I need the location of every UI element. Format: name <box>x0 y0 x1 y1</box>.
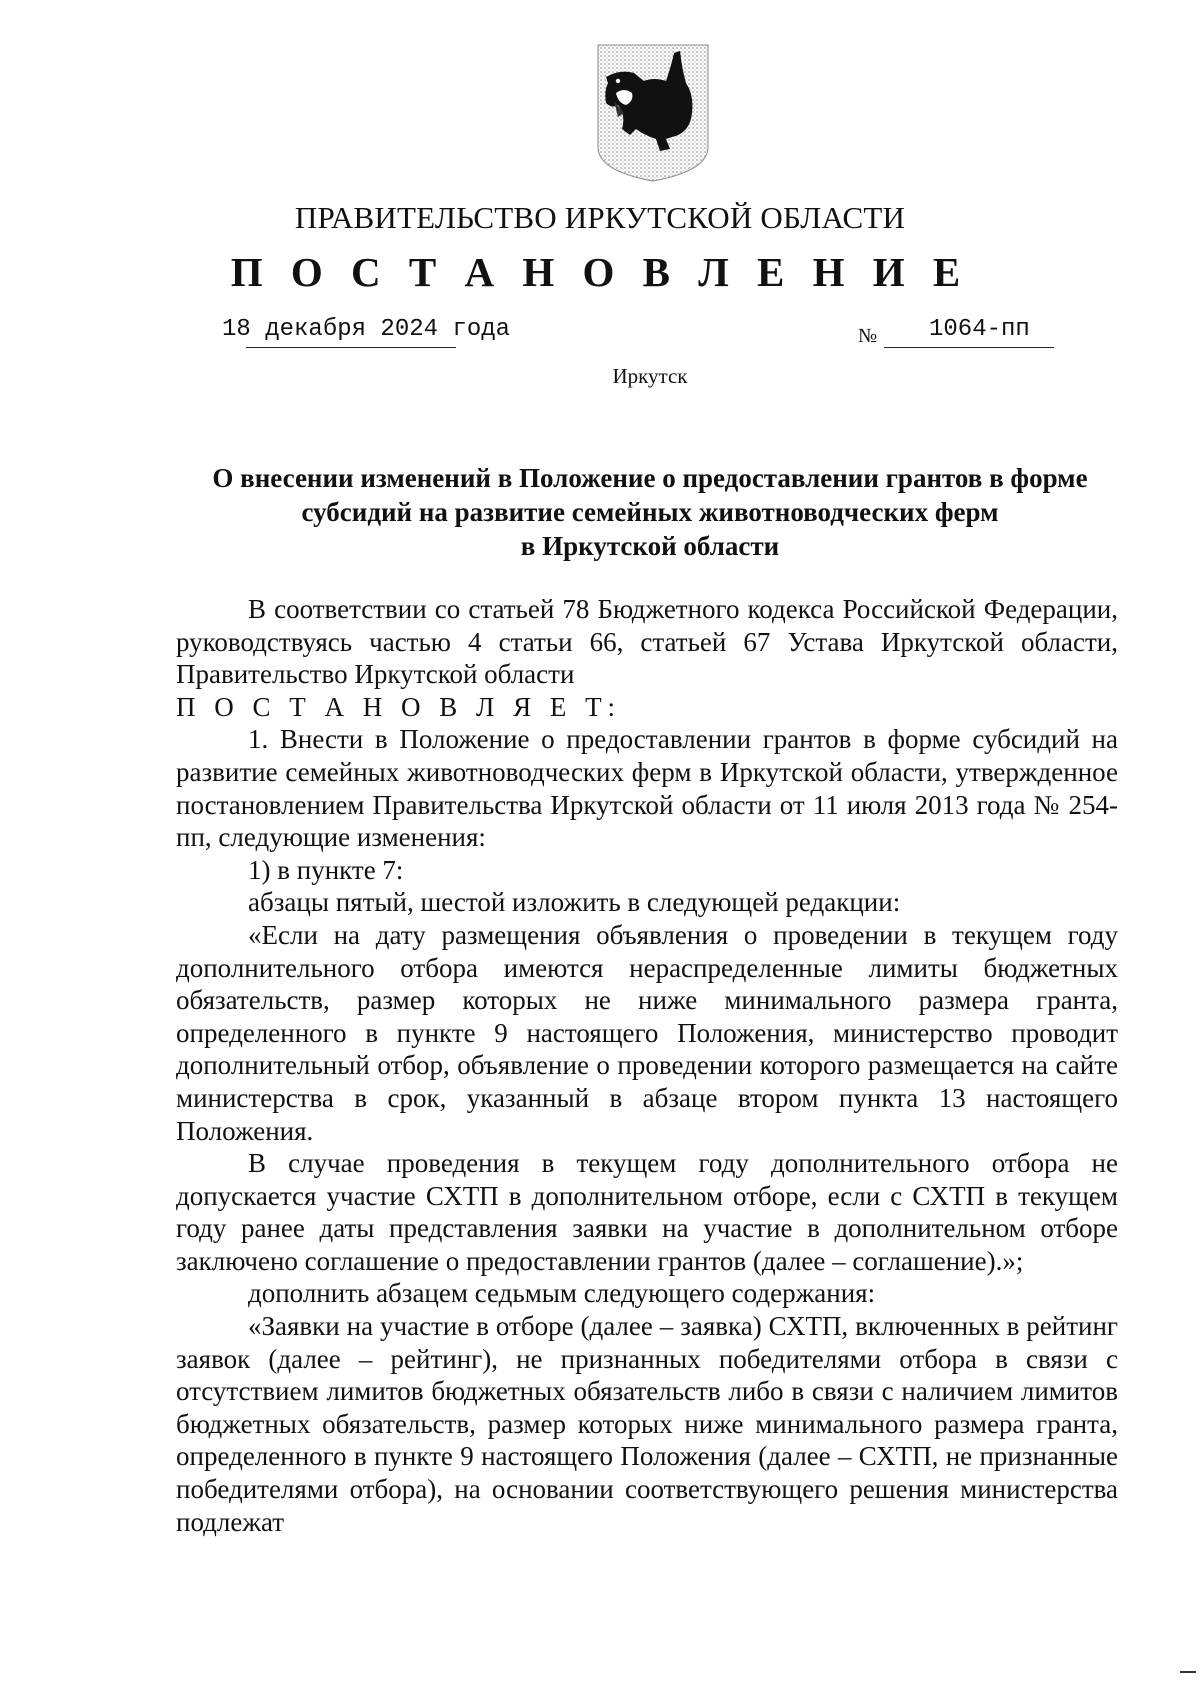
page-edge-mark <box>1180 1671 1196 1673</box>
document-type: П О С Т А Н О В Л Е Н И Е <box>230 249 970 295</box>
document-date: 18 декабря 2024 года <box>222 316 511 343</box>
resolves-word: П О С Т А Н О В Л Я Е Т: <box>176 691 622 722</box>
title-line: в Иркутской области <box>520 531 780 561</box>
document-body <box>176 593 1118 1538</box>
item-paragraph: 1. Внести в Положение о предоставлении грантов в форме субсидий на развитие семейных животноводческих ферм в Иркутской области, утвержденное постановлением Правительства Иркутской области от 11 июля 2013 года № 254-пп, следующие изменения: <box>176 724 1118 853</box>
intro-paragraph: дополнить абзацем седьмым следующего содержания: <box>248 1278 876 1309</box>
quoted-paragraph: В случае проведения в текущем году дополнительного отбора не допускается участие СХТП в дополнительном отборе, если с СХТП в текущем году ранее даты представления заявки на участие в дополнительном отборе заключено соглашение о предоставлении грантов (далее – соглашение).»; <box>176 1148 1118 1276</box>
quoted-paragraph: «Если на дату размещения объявления о проведении в текущем году дополнительного отбора имеются нераспределенные лимиты бюджетных обязательств, размер которых не ниже минимального размера гранта, определенного в пункте 9 настоящего Положения, министерство проводит дополнительный отбор, объявление о проведении которого размещается на сайте министерства в срок, указанный в абзаце втором пункта 13 настоящего Положения. <box>176 919 1118 1146</box>
government-name: ПРАВИТЕЛЬСТВО ИРКУТСКОЙ ОБЛАСТИ <box>294 200 906 235</box>
title-line: субсидий на развитие семейных животноводческих ферм <box>301 497 999 527</box>
city: Иркутск <box>612 364 688 388</box>
quoted-paragraph: «Заявки на участие в отборе (далее – заявка) СХТП, включенных в рейтинг заявок (далее – рейтинг), не признанных победителями отбора в связи с отсутствием лимитов бюджетных обязательств либо в связи с наличием лимитов бюджетных обязательств, размер которых ниже минимального размера гранта, определенного в пункте 9 настоящего Положения (далее – СХТП, не признанные победителями отбора), на основании соответствующего решения министерства подлежат <box>176 1311 1118 1537</box>
subitem-paragraph: 1) в пункте 7: <box>248 854 404 885</box>
coat-of-arms-icon <box>596 43 710 183</box>
preamble-paragraph: В соответствии со статьей 78 Бюджетного кодекса Российской Федерации, руководствуясь частью 4 статьи 66, статьей 67 Устава Иркутской области, Правительство Иркутской области <box>176 594 1118 690</box>
number-sign: № <box>858 325 878 347</box>
number-underline <box>884 347 1054 348</box>
intro-paragraph: абзацы пятый, шестой изложить в следующей редакции: <box>248 887 901 918</box>
date-underline <box>246 347 456 348</box>
document-number: 1064-пп <box>929 316 1030 343</box>
document-title <box>150 461 1150 563</box>
title-line: О внесении изменений в Положение о предоставлении грантов в форме <box>212 463 1088 493</box>
